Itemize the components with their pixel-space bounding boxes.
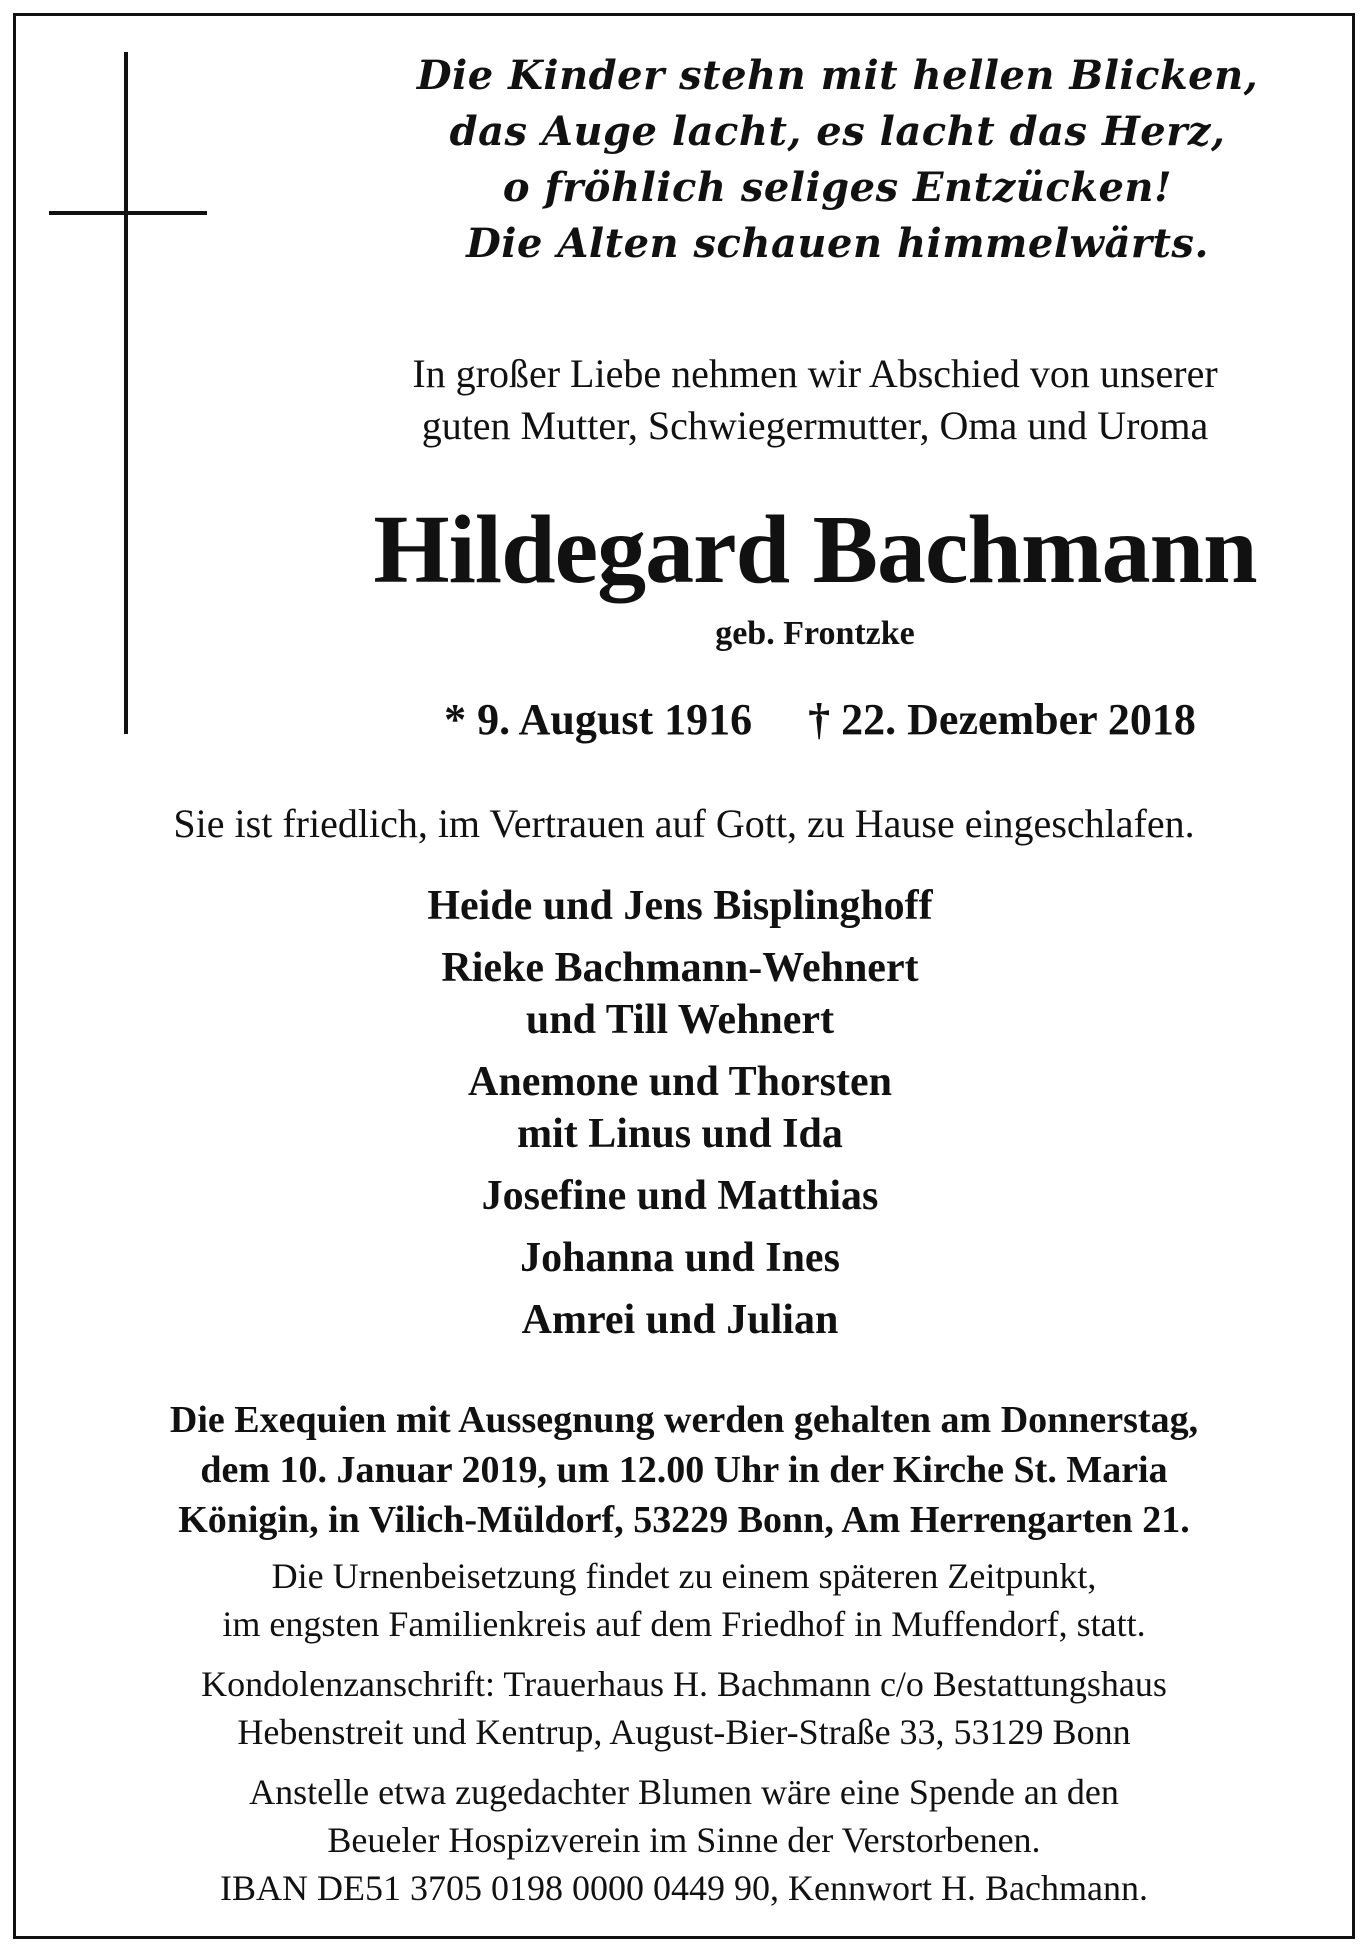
mourner-line: Amrei und Julian — [521, 1297, 839, 1343]
maiden-name: geb. Frontzke — [715, 615, 915, 652]
donation-request — [30, 1768, 1338, 1912]
funeral-service-info — [30, 1395, 1338, 1545]
cross-vertical-bar — [124, 52, 128, 734]
poem-line: Die Kinder stehn mit hellen Blicken, — [416, 52, 1259, 99]
mourner-entry — [330, 1170, 1030, 1222]
donation-line: Anstelle etwa zugedachter Blumen wäre eine Spende an den — [249, 1772, 1119, 1812]
service-line: Die Exequien mit Aussegnung werden gehalten am Donnerstag, — [169, 1399, 1199, 1441]
mourner-line: und Till Wehnert — [525, 997, 835, 1043]
urn-burial-info — [30, 1552, 1338, 1648]
urn-line: Die Urnenbeisetzung findet zu einem späteren Zeitpunkt, — [271, 1556, 1097, 1596]
mourner-line: Heide und Jens Bisplinghoff — [427, 883, 933, 929]
deceased-name: Hildegard Bachmann — [373, 496, 1257, 604]
mourner-line: Josefine und Matthias — [481, 1173, 879, 1219]
mourner-line: Rieke Bachmann-Wehnert — [441, 945, 919, 991]
mourner-entry — [330, 1056, 1030, 1160]
intro-line: guten Mutter, Schwiegermutter, Oma und Uroma — [421, 403, 1209, 448]
birth-date: * 9. August 1916 — [444, 695, 753, 744]
poem-line: o fröhlich seliges Entzücken! — [502, 164, 1173, 211]
mourner-line: Johanna und Ines — [520, 1235, 840, 1281]
mourner-entry — [330, 1232, 1030, 1284]
poem-line: das Auge lacht, es lacht das Herz, — [449, 108, 1226, 155]
mourners-list — [330, 880, 1030, 1356]
urn-line: im engsten Familienkreis auf dem Friedhof in Muffendorf, statt. — [222, 1604, 1146, 1644]
mourner-line: Anemone und Thorsten — [468, 1059, 892, 1105]
service-line: dem 10. Januar 2019, um 12.00 Uhr in der Kirche St. Maria — [200, 1449, 1168, 1491]
mourner-entry — [330, 942, 1030, 1046]
donation-line: IBAN DE51 3705 0198 0000 0449 90, Kennwort H. Bachmann. — [220, 1868, 1148, 1908]
condolence-address — [30, 1660, 1338, 1756]
poem-verse — [360, 48, 1315, 272]
donation-line: Beueler Hospizverein im Sinne der Verstorbenen. — [327, 1820, 1041, 1860]
cross-horizontal-bar — [49, 211, 207, 215]
mourner-entry — [330, 880, 1030, 932]
life-dates — [340, 692, 1300, 748]
service-line: Königin, in Vilich-Müldorf, 53229 Bonn, Am Herrengarten 21. — [178, 1499, 1190, 1541]
poem-line: Die Alten schauen himmelwärts. — [466, 220, 1209, 267]
intro-line: In großer Liebe nehmen wir Abschied von unserer — [412, 351, 1218, 396]
mourner-entry — [330, 1294, 1030, 1346]
farewell-intro — [280, 348, 1350, 452]
death-date: † 22. Dezember 2018 — [808, 695, 1196, 744]
condolence-line: Hebenstreit und Kentrup, August-Bier-Straße 33, 53129 Bonn — [237, 1712, 1131, 1752]
condolence-line: Kondolenzanschrift: Trauerhaus H. Bachmann c/o Bestattungshaus — [201, 1664, 1167, 1704]
passing-statement: Sie ist friedlich, im Vertrauen auf Gott, zu Hause eingeschlafen. — [173, 801, 1195, 846]
mourner-line: mit Linus und Ida — [517, 1111, 843, 1157]
